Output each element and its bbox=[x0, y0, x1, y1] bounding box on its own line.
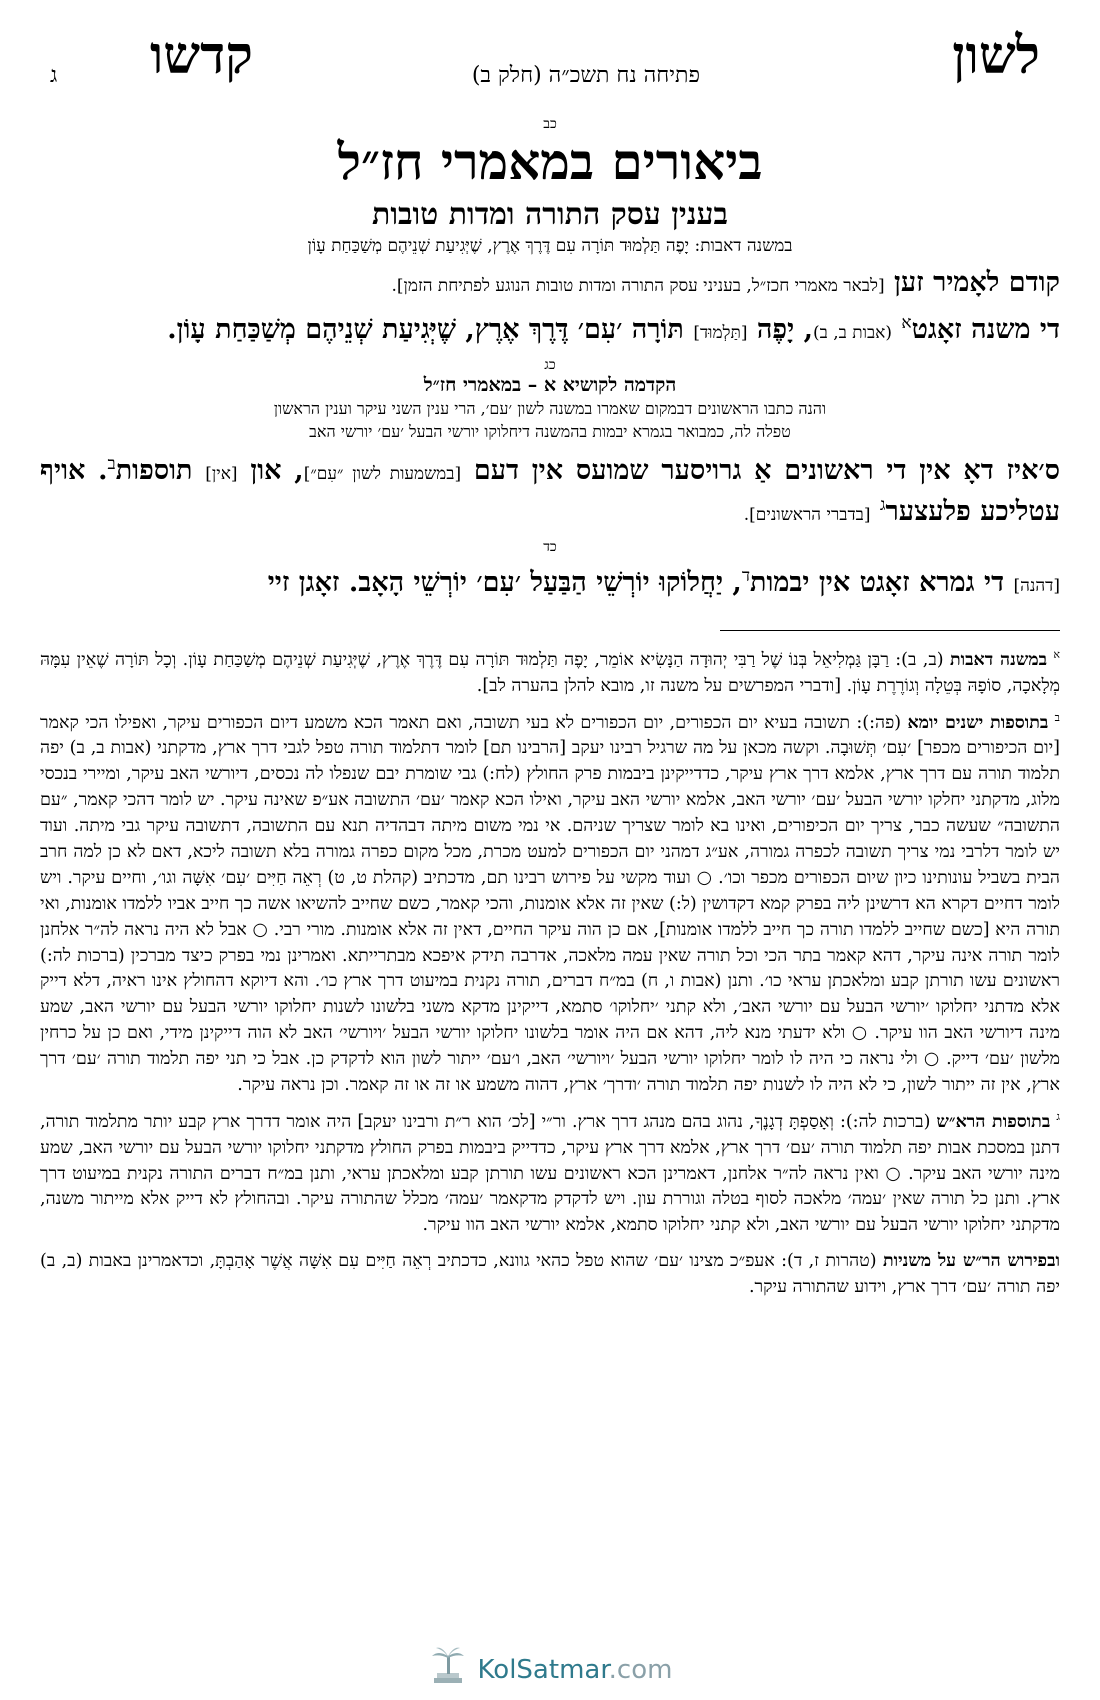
page-letter: ג bbox=[50, 63, 58, 88]
footnote-text: (ברכות לה:): וְאָסַפְתָּ דְגָנֶךָ, נהוג בהם מנהג דרך ארץ. ור״י [לכ׳ הוא ר״ת ורבינו יעקב] היה אומר דדרך ארץ קבע יותר מתלמוד תורה, דתנן במסכת אבות יפה תלמוד תורה ׳עם׳ דרך ארץ, אלמא דרך ארץ עיקר, כדדייק ביבמות בפרק החולץ מדקתני יחלוקו יורשי הבעל עם יורשי האב, שמע מינה יורשי האב עיקר. ○ ואין נראה לה״ר אלחנן, דאמרינן הכא ראשונים עשו תורתן קבע ומלאכתן עראי, ותנן במ״ח דברים התורה נקנית במיעוט דרך ארץ. ותנן כל תורה שאין ׳עמה׳ מלאכה לסוף בטלה וגוררת עון. ויש לדקדק מדקאמר ׳עמה׳ מכלל שהתורה עיקר. ובהחולץ לא דייק אלא מייתור משנה, מדקתני יחלוקו יורשי הבעל עם יורשי האב, ולא קתני יחלוקו סתמא, אלמא יורשי האב הוו עיקר. bbox=[40, 1111, 1060, 1236]
logo-name: KolSatmar bbox=[477, 1655, 609, 1685]
footnote-lead: במשנה דאבות bbox=[949, 649, 1048, 670]
para3-big: תוספות bbox=[115, 454, 193, 486]
document-page bbox=[40, 25, 1060, 1660]
section-number: כג bbox=[544, 357, 556, 374]
footnote-ref: ד bbox=[741, 566, 751, 587]
para3-small: [במשמעות לשון ״עִם״] bbox=[303, 463, 462, 484]
footnote-lead: ובפירוש הר״ש על משניות bbox=[882, 1251, 1060, 1272]
paragraph-3 bbox=[40, 450, 1060, 534]
header-subtitle: פתיחה נח תשכ״ה (חלק ב) bbox=[471, 63, 700, 88]
para2-ref1: (אבות ב, ב) bbox=[813, 323, 892, 344]
para1-small: [לבאר מאמרי חכז״ל, בעניני עסק התורה ומדות טובות הנוגע לפתיחת הזמן]. bbox=[391, 275, 885, 296]
para2-ref2: [תַּלְמוּד] bbox=[693, 323, 748, 344]
footnote bbox=[40, 647, 1060, 700]
header-title-right: לשון bbox=[952, 25, 1040, 86]
footnotes bbox=[40, 647, 1060, 1301]
paragraph-2 bbox=[40, 309, 1060, 351]
footnote-lead: בתוספות הרא״ש bbox=[936, 1111, 1051, 1132]
para2-yafe: , יָפֶה bbox=[756, 314, 814, 346]
section-number: כב bbox=[543, 116, 557, 132]
logo-text bbox=[478, 1655, 673, 1685]
para1-big: קודם לאָמיר זען bbox=[894, 266, 1060, 298]
footnote-ref: ב bbox=[107, 453, 116, 474]
para2-rest: תּוֹרָה ׳עִם׳ דֶּרֶךְ אֶרֶץ, שֶׁיְּגִיעַת שְׁנֵיהֶם מְשַׁכַּחַת עָוֹן. bbox=[167, 314, 684, 346]
para3-big: ס׳איז דאָ אין די ראשונים אַ גרויסער שמועס אין דעם bbox=[473, 454, 1060, 486]
para2-lead: די משנה זאָגט bbox=[911, 314, 1060, 346]
footnote bbox=[40, 1109, 1060, 1239]
intro-line: טפלה לה, כמבואר בגמרא יבמות בהמשנה דיחלוקו יורשי הבעל ׳עם׳ יורשי האב bbox=[309, 422, 791, 442]
footnote-mark: א bbox=[1053, 648, 1060, 662]
palm-tree-books-icon bbox=[428, 1646, 468, 1694]
footnote-text: (טהרות ז, ד): אעפ״כ מצינו ׳עם׳ שהוא טפל כהאי גוונא, כדכתיב רְאֵה חַיִּים עִם אִשָּׁה אֲשֶׁר אָהַבְתָּ, וכדאמרינן באבות (ב, ב) יפה תורה ׳עם׳ דרך ארץ, וידוע שהתורה עיקר. bbox=[40, 1251, 1060, 1298]
paragraph-1 bbox=[40, 262, 1060, 304]
para3-small: [אין] bbox=[205, 463, 238, 484]
footnote-mark: ב bbox=[1054, 710, 1060, 724]
section-number: כד bbox=[543, 539, 557, 556]
footnote bbox=[40, 1249, 1060, 1301]
intro-line: והנה כתבו הראשונים דבמקום שאמרו במשנה לשון ׳עם׳, הרי ענין השני עיקר וענין הראשון bbox=[273, 399, 827, 419]
footnote-ref: א bbox=[901, 313, 912, 334]
para4-small: [דהנה] bbox=[1013, 576, 1060, 597]
para4-big: די גמרא זאָגט אין יבמות bbox=[750, 567, 1005, 599]
footnote-text: (ב, ב): רַבָּן גַּמְלִיאֵל בְּנוֹ שֶׁל רַבִּי יְהוּדָה הַנָּשִׂיא אוֹמֵר, יָפֶה תַּלְמוּד תּוֹרָה עִם דֶּרֶךְ אֶרֶץ, שֶׁיְּגִיעַת שְׁנֵיהֶם מְשַׁכַּחַת עָוֹן. וְכָל תּוֹרָה שֶׁאֵין עִמָּהּ מְלָאכָה, סוֹפָהּ בְּטֵלָה וְגוֹרֶרֶת עָוֹן. [ודברי המפרשים על משנה זו, מובא להלן בהערה לב]. bbox=[40, 649, 1060, 696]
header-title-left: קדשו bbox=[150, 25, 253, 86]
para3-big: , און bbox=[250, 454, 304, 486]
logo-domain: .com bbox=[608, 1655, 673, 1685]
footnote-lead: בתוספות ישנים יומא bbox=[907, 712, 1049, 733]
para4-rest: , יַחֲלוֹקוּ יוֹרְשֵׁי הַבַּעַל ׳עִם׳ יוֹרְשֵׁי הָאָב. זאָגן זיי bbox=[267, 567, 742, 599]
footnote-mark: ג bbox=[1056, 1109, 1060, 1123]
paragraph-4 bbox=[40, 562, 1060, 604]
site-logo[interactable] bbox=[0, 1646, 1100, 1694]
page-header bbox=[40, 25, 1060, 110]
para3-big: . אויף עטליכע פלעצער bbox=[40, 454, 1060, 528]
footnote-ref: ג bbox=[879, 495, 886, 516]
intro-heading: הקדמה לקושיא א – במאמרי חז״ל bbox=[423, 374, 677, 397]
subtitle: בענין עסק התורה ומדות טובות bbox=[372, 196, 728, 232]
footnote bbox=[40, 710, 1060, 1099]
footnote-text: (פה:): תשובה בעיא יום הכפורים, יום הכפורים לא בעי תשובה, ואם תאמר הכא משמע דיום הכפורים עיקר, ואפילו הכי קאמר [יום הכיפורים מכפר] ׳עִם׳ תְּשׁוּבָה. וקשה מכאן על מה שרגיל רבינו יעקב [הרבינו תם] לומר דתלמוד תורה טפל לגבי דרך ארץ, מדקתני (אבות ב, ב) יפה תלמוד תורה עם דרך ארץ, אלמא דרך ארץ עיקר, כדדייקינן ביבמות פרק החולץ (לח:) גבי שומרת יבם שנפלו לה נכסים, דיורשי האב עיקר, ומיירי בנכסי מלוג, מדקתני יחלקו יורשי הבעל ׳עם׳ יורשי האב, אלמא יורשי האב עיקר, ואילו הכא קאמר ׳עם׳ התשובה אע״פ שאינה עיקר. יש לומר דהכי קאמר, ״עם התשובה״ שעשה כבר, צריך יום הכיפורים, ואינו בא לומר שצריך שניהם. אי נמי משום מיתה דבהדיה תנא עם התשובה, דתשובה עיקר גבי מיתה. ועוד יש לומר דלרבי נמי צריך תשובה לכפרה גמורה, אע״ג דמהני יום הכפורים למעט מכרת, מכל מקום כפרה גמורה בלא תשובה ליכא, דאם לא כן למה חרב הבית בשביל עונותינו כיון שיום הכפורים מכפר וכו׳. ○ ועוד מקשי על פירוש רבינו תם, מדכתיב (קהלת ט, ט) רְאֵה חַיִּים ׳עִם׳ אִשָּׁה וגו׳, וחיים עיקר. ויש לומר דחיים דקרא הא דרשינן ליה בפרק קמא דקדושין (ל:) שאין זה אלא אומנות, והכי קאמר, כשם שחייב להשיאו אשה כך חייב אביו ללמדו אומנות, ואי תורה היא [כשם שחייב ללמדו תורה כך חייב ללמדו אומנות], אם כן הוה עיקר החיים, דאין זה אלא אומנות. מורי רבי. ○ אבל לא היה נראה לה״ר אלחנן לומר תורה אינה עיקר, דהא קאמר בתר הכי וכל תורה שאין עמה מלאכה, אדרבה תידק איפכא מבתרייתא. ואמרינן נמי בפרק כיצד מברכין (ברכות לה:) ראשונים עשו תורתן קבע ומלאכתן עראי כו׳. ותנן (אבות ו, ח) במ״ח דברים, תורה נקנית במיעוט דרך ארץ כו׳. והא דיוקא דהחולץ אינו ראיה, דלא דייק אלא מדתני יחלוקו ׳יורשי הבעל עם יורשי האב׳, ולא קתני ׳יחלוקו׳ סתמא, דייקינן מדקא משני בלשונו לשנות יחלוקו יורשי הבעל עם יורשי האב, שמע מינה דיורשי האב הוו עיקר. ○ ולא ידעתי מנא ליה, דהא אם היה אומר בלשונו יחלוקו יורשי הבעל ׳ויורשי׳ האב לא הוה דייקינן מידי, ואם כן על כרחין מלשון ׳עם׳ דייק. ○ ולי נראה כי היה לו לומר יחלוקו יורשי הבעל ׳ויורשי׳ האב, ו׳עם׳ ייתור לשון הוא לדקדק כן. אבל כי תני יפה תלמוד תורה ׳עם׳ דרך ארץ, אין זה ייתור לשון, כי לא היה לו לשנות יפה תלמוד תורה ׳ודרך׳ ארץ, דהוה משמע או זה או זה קאמר. וכן נראה עיקר. bbox=[40, 712, 1060, 1095]
footnote-divider bbox=[720, 630, 1060, 631]
para3-small: [בדברי הראשונים]. bbox=[743, 505, 871, 526]
mishna-line: במשנה דאבות: יָפֶה תַּלְמוּד תּוֹרָה עִם דֶּרֶךְ אֶרֶץ, שֶׁיְּגִיעַת שְׁנֵיהֶם מְשַׁכַּחַת עָוֹן bbox=[307, 235, 793, 256]
main-title: ביאורים במאמרי חז״ל bbox=[337, 132, 763, 191]
